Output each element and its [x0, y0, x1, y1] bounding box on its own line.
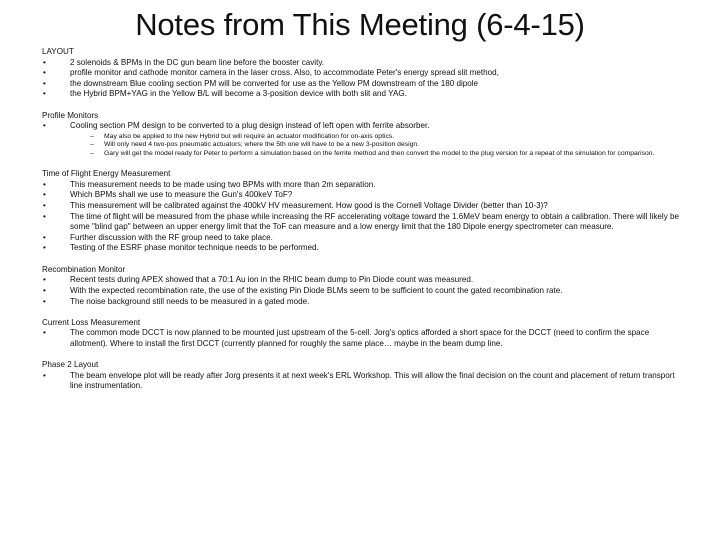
slide-title: Notes from This Meeting (6-4-15) [135, 7, 585, 42]
bullet-marker: • [43, 57, 46, 67]
sub-bullet-item [42, 133, 682, 142]
bullet-text: With the expected recombination rate, the use of the existing Pin Diode BLMs seem to be sufficient to count the gated recombination rate. [70, 286, 563, 296]
bullet-item [42, 68, 682, 79]
bullet-marker: • [43, 275, 46, 285]
bullet-item [42, 180, 682, 191]
section-profile-monitors [42, 111, 682, 159]
bullet-text: Recent tests during APEX showed that a 70:1 Au ion in the RHIC beam dump to Pin Diode count was measured. [70, 275, 474, 285]
bullet-text: The common mode DCCT is now planned to be mounted just upstream of the 5-cell. Jorg's optics afforded a short space for the DCCT (need to confirm the space allotment). Where to install the first DCCT (currently planned for roughly the same place… maybe in the beam dump line. [70, 328, 650, 349]
bullet-marker: • [43, 68, 46, 78]
bullet-item [42, 212, 682, 233]
sub-bullet-text: May also be applied to the new Hybrid but will require an actuator modification for on-axis optics. [104, 132, 395, 140]
section-phase-2-layout [42, 360, 682, 392]
notes-body [42, 47, 682, 403]
sub-bullet-text: Will only need 4 two-pos pneumatic actuators; where the 5th one will have to be a new 3-position design. [104, 141, 420, 149]
bullet-marker: • [43, 328, 46, 338]
bullet-marker: • [43, 179, 46, 189]
sub-bullet-item [42, 150, 682, 159]
bullet-marker: • [43, 286, 46, 296]
bullet-item [42, 121, 682, 132]
section-heading: Current Loss Measurement [42, 317, 141, 327]
bullet-item [42, 286, 682, 297]
section-current-loss-measurement [42, 318, 682, 350]
bullet-text: The beam envelope plot will be ready after Jorg presents it at next week's ERL Workshop. This will allow the final decision on the count and placement of return transport line instrumentation. [70, 370, 675, 391]
bullet-text: Further discussion with the RF group need to take place. [70, 232, 273, 242]
bullet-text: the downstream Blue cooling section PM will be converted for use as the Yellow PM downstream of the 180 dipole [70, 78, 479, 88]
sub-bullet-text: Gary will get the model ready for Peter to perform a simulation based on the ferrite method and then convert the model to the plug version for a repeat of the simulation for comparison. [104, 149, 655, 157]
bullet-text: The time of flight will be measured from the phase while increasing the RF accelerating voltage toward the 1.6MeV beam energy to obtain a calibration. There will likely be some "blind gap" between an upper energy limit that the ToF can measure and a low energy limit that the 180 Dipole energy spectrometer can measure. [70, 211, 679, 232]
bullet-marker: • [43, 232, 46, 242]
bullet-item [42, 58, 682, 69]
section-heading: Recombination Monitor [42, 264, 126, 274]
bullet-marker: • [43, 211, 46, 221]
bullet-item [42, 297, 682, 308]
sub-bullet-item [42, 141, 682, 150]
bullet-item [42, 79, 682, 90]
bullet-text: Cooling section PM design to be converted to a plug design instead of left open with ferrite absorber. [70, 121, 430, 131]
section-heading: Time of Flight Energy Measurement [42, 169, 171, 179]
bullet-item [42, 328, 682, 349]
bullet-marker: • [43, 89, 46, 99]
bullet-marker: • [43, 121, 46, 131]
bullet-text: 2 solenoids & BPMs in the DC gun beam line before the booster cavity. [70, 57, 325, 67]
sub-bullet-list [42, 133, 682, 159]
bullet-marker: • [43, 200, 46, 210]
bullet-text: This measurement will be calibrated against the 400kV HV measurement. How good is the Cornell Voltage Divider (better than 10-3)? [70, 200, 548, 210]
section-recombination-monitor [42, 265, 682, 307]
dash-marker: – [90, 132, 94, 140]
section-layout [42, 47, 682, 100]
bullet-item [42, 233, 682, 244]
bullet-marker: • [43, 190, 46, 200]
bullet-marker: • [43, 243, 46, 253]
bullet-text: The noise background still needs to be measured in a gated mode. [70, 296, 310, 306]
section-heading: LAYOUT [42, 47, 74, 56]
bullet-item [42, 371, 682, 392]
dash-marker: – [90, 141, 94, 149]
bullet-item [42, 190, 682, 201]
bullet-marker: • [43, 78, 46, 88]
bullet-marker: • [43, 370, 46, 380]
section-heading: Profile Monitors [42, 110, 99, 120]
bullet-item [42, 275, 682, 286]
bullet-marker: • [43, 296, 46, 306]
bullet-item [42, 243, 682, 254]
bullet-text: the Hybrid BPM+YAG in the Yellow B/L will become a 3-position device with both slit and YAG. [70, 89, 407, 99]
bullet-text: This measurement needs to be made using two BPMs with more than 2m separation. [70, 179, 376, 189]
bullet-item [42, 201, 682, 212]
dash-marker: – [90, 149, 94, 157]
bullet-item [42, 89, 682, 100]
bullet-text: Which BPMs shall we use to measure the Gun's 400keV ToF? [70, 190, 293, 200]
section-time-of-flight [42, 169, 682, 254]
section-heading: Phase 2 Layout [42, 360, 99, 370]
bullet-text: Testing of the ESRF phase monitor technique needs to be performed. [70, 243, 319, 253]
bullet-text: profile monitor and cathode monitor camera in the laser cross. Also, to accommodate Peter's energy spread slit method, [70, 68, 499, 78]
